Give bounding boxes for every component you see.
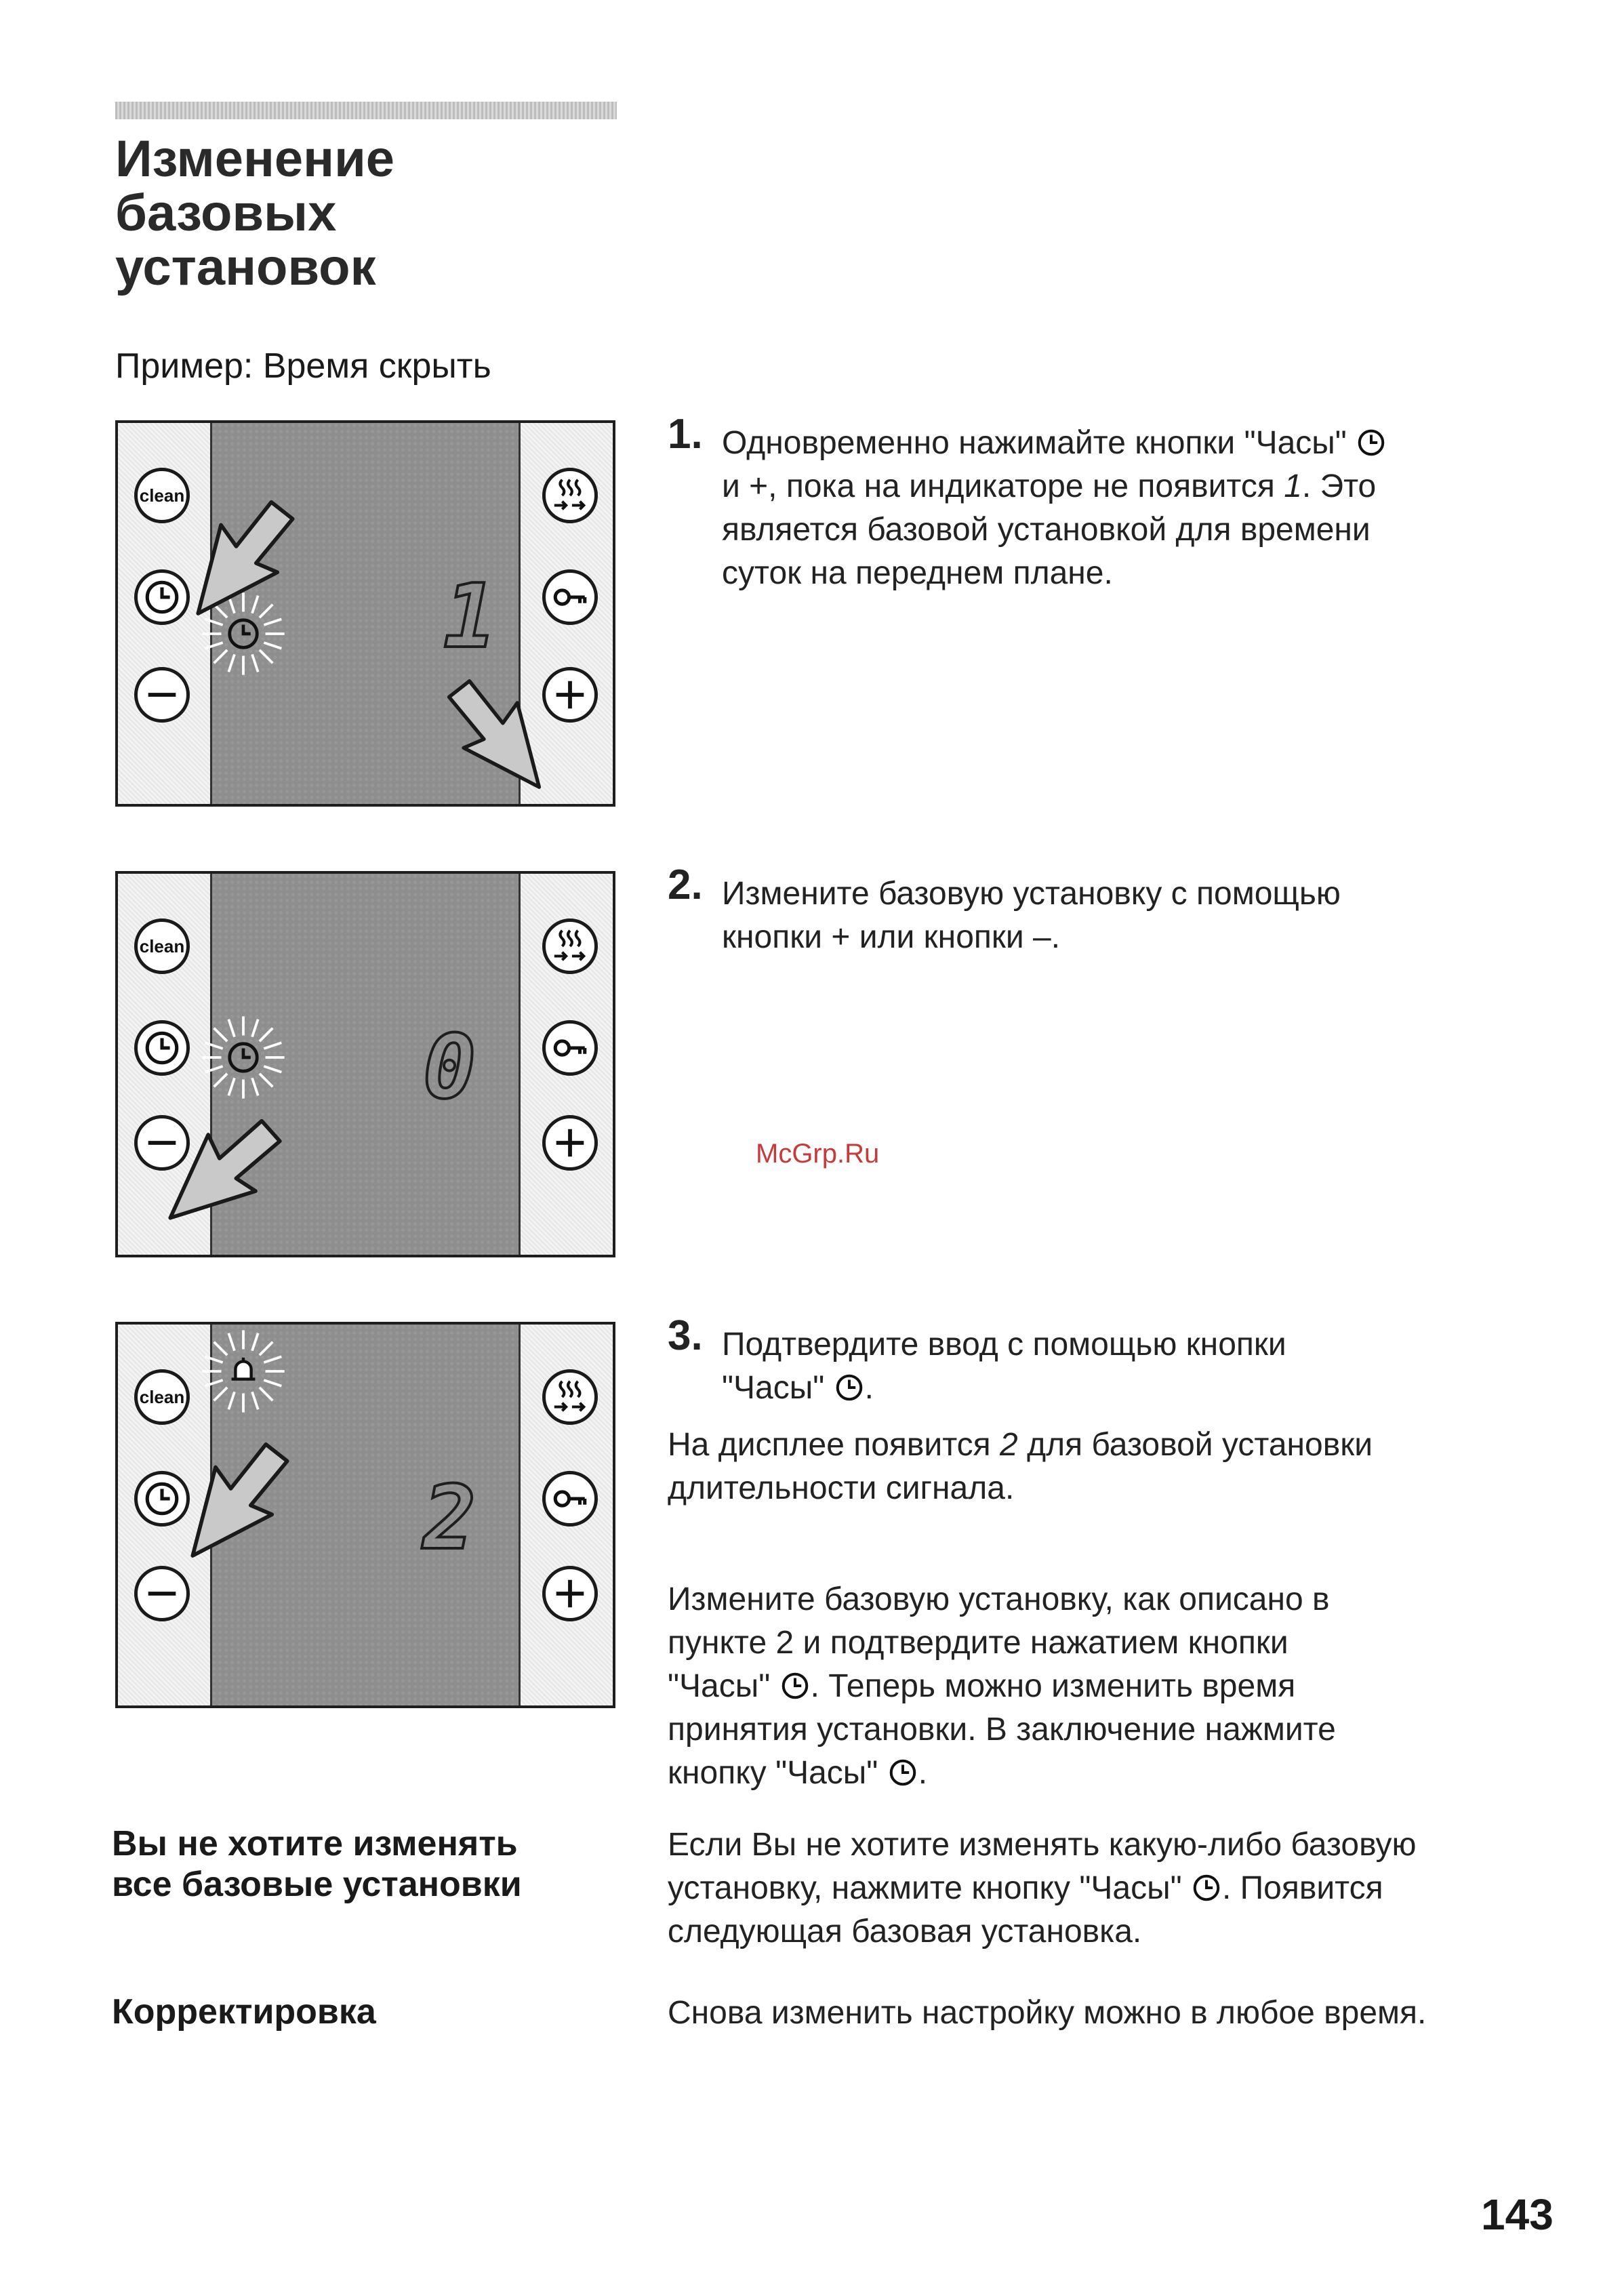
pointer-arrow — [163, 1102, 291, 1241]
clock-icon — [225, 615, 262, 652]
plus-button[interactable] — [542, 667, 598, 723]
minus-icon — [142, 675, 182, 714]
step-1-text: Одновременно нажимайте кнопки "Часы" и +, пока на индикаторе не появится 1. Это является базовой установкой для времени суток на переднем плане. — [722, 422, 1387, 595]
clean-button[interactable]: clean — [134, 918, 190, 974]
clock-icon — [142, 578, 182, 617]
plus-icon — [550, 1574, 590, 1613]
control-panel-step1 — [115, 420, 615, 807]
key-button[interactable] — [542, 1020, 598, 1076]
clean-button[interactable]: clean — [134, 1369, 190, 1425]
header-rule — [115, 102, 617, 119]
clock-icon — [887, 1757, 918, 1788]
plus-icon — [550, 1123, 590, 1163]
no-change-text: Если Вы не хотите изменять какую-либо базовую установку, нажмите кнопку "Часы" . Появится следующая базовая установка. — [668, 1827, 1417, 1949]
watermark: McGrp.Ru — [756, 1139, 880, 1169]
steam-button[interactable] — [542, 468, 598, 523]
plus-icon — [550, 675, 590, 714]
key-icon — [550, 578, 590, 617]
clock-icon — [1356, 427, 1387, 458]
step-3-text: Подтвердите ввод с помощью кнопки "Часы" . — [722, 1327, 1286, 1406]
clock-icon — [142, 1028, 182, 1068]
pointer-arrow — [191, 498, 300, 620]
clock-icon — [779, 1670, 811, 1701]
inline-digit: 1 — [1284, 468, 1302, 504]
example-caption: Пример: Время скрыть — [115, 346, 491, 386]
instruction-paragraph: Измените базовую установку, как описано в пункте 2 и подтвердите нажатием кнопки "Часы" . Теперь можно изменить время принятия установки. В заключение нажмите кнопку "Часы" . — [668, 1581, 1336, 1791]
clock-icon — [834, 1372, 865, 1403]
key-icon — [550, 1028, 590, 1068]
plus-button[interactable] — [542, 1566, 598, 1621]
step-3-note: На дисплее появится 2 для базовой установки длительности сигнала. — [668, 1427, 1373, 1506]
step-number: 3. — [668, 1312, 703, 1359]
correction-text: Снова изменить настройку можно в любое время. — [668, 1995, 1427, 2031]
steam-icon — [550, 927, 590, 966]
display-digit: 0 — [423, 1015, 476, 1118]
steam-button[interactable] — [542, 1369, 598, 1425]
steam-button[interactable] — [542, 918, 598, 974]
page-number: 143 — [1481, 2190, 1554, 2239]
step-2-text: Измените базовую установку с помощью кнопки + или кнопки –. — [722, 876, 1341, 955]
control-panel-step3 — [115, 1322, 615, 1708]
minus-button[interactable] — [134, 667, 190, 723]
steam-icon — [550, 476, 590, 515]
minus-button[interactable] — [134, 1566, 190, 1621]
pointer-arrow — [186, 1440, 294, 1562]
correction-heading: Корректировка — [112, 1992, 376, 2032]
display-digit: 2 — [423, 1466, 476, 1569]
no-change-heading: Вы не хотите изменять все базовые установки — [112, 1824, 522, 1904]
step-number: 2. — [668, 862, 703, 908]
minus-icon — [142, 1574, 182, 1613]
clock-button[interactable] — [134, 569, 190, 625]
clock-icon — [1191, 1872, 1222, 1903]
plus-button[interactable] — [542, 1115, 598, 1171]
key-button[interactable] — [542, 569, 598, 625]
step-number: 1. — [668, 411, 703, 458]
steam-icon — [550, 1377, 590, 1417]
pointer-arrow — [443, 674, 545, 796]
display-digit: 1 — [443, 565, 497, 668]
clean-button[interactable]: clean — [134, 468, 190, 523]
bell-icon — [224, 1352, 263, 1391]
clock-button[interactable] — [134, 1020, 190, 1076]
clock-icon — [142, 1479, 182, 1518]
key-icon — [550, 1479, 590, 1518]
clock-icon — [225, 1039, 262, 1076]
page-title: Изменение базовых установок — [115, 130, 395, 296]
clock-button[interactable] — [134, 1471, 190, 1527]
control-panel-step2 — [115, 871, 615, 1257]
inline-digit: 2 — [1000, 1427, 1018, 1463]
key-button[interactable] — [542, 1471, 598, 1527]
